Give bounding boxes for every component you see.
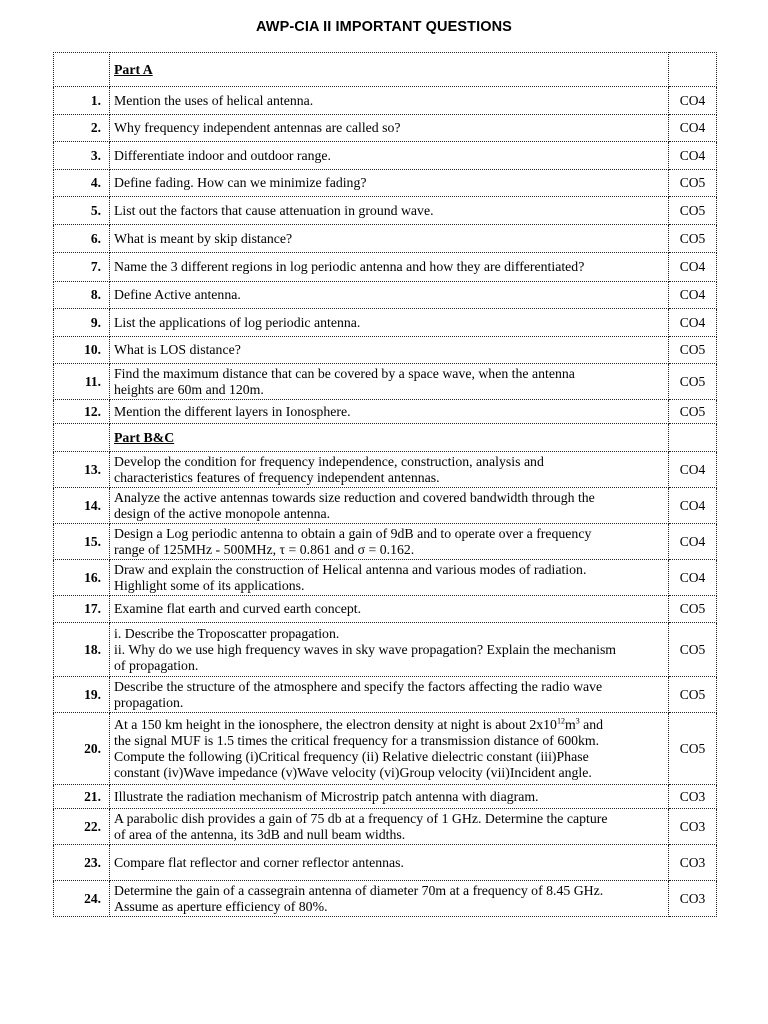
course-outcome: CO5 (669, 337, 717, 364)
question-number: 10. (54, 337, 110, 364)
course-outcome: CO4 (669, 452, 717, 488)
question-line: Highlight some of its applications. (114, 577, 305, 593)
question-text (110, 488, 669, 524)
question-text (110, 881, 669, 917)
question-text (110, 309, 669, 337)
question-number: 18. (54, 623, 110, 677)
course-outcome: CO5 (669, 677, 717, 713)
course-outcome: CO5 (669, 713, 717, 785)
question-text (110, 713, 669, 785)
question-text (110, 809, 669, 845)
question-row (54, 400, 717, 424)
course-outcome: CO4 (669, 87, 717, 115)
question-text (110, 452, 669, 488)
question-line: Assume as aperture efficiency of 80%. (114, 898, 328, 914)
question-text (110, 560, 669, 596)
question-text (110, 170, 669, 197)
question-line: of propagation. (114, 657, 199, 673)
question-line: heights are 60m and 120m. (114, 381, 264, 397)
course-outcome: CO3 (669, 845, 717, 881)
question-text (110, 596, 669, 623)
question-line: the signal MUF is 1.5 times the critical frequency for a transmission distance of 600km. (114, 732, 600, 748)
question-line: Define fading. How can we minimize fading? (114, 175, 367, 190)
question-number: 4. (54, 170, 110, 197)
question-line: Name the 3 different regions in log periodic antenna and how they are differentiated? (114, 259, 585, 274)
question-number: 7. (54, 253, 110, 282)
question-row (54, 197, 717, 225)
question-number: 15. (54, 524, 110, 560)
section-heading (110, 424, 669, 452)
question-line: range of 125MHz - 500MHz, τ = 0.861 and σ = 0.162. (114, 541, 415, 557)
question-number: 5. (54, 197, 110, 225)
course-outcome: CO4 (669, 142, 717, 170)
course-outcome: CO3 (669, 785, 717, 809)
question-line: Examine flat earth and curved earth concept. (114, 601, 362, 616)
course-outcome: CO4 (669, 560, 717, 596)
question-text (110, 225, 669, 253)
course-outcome: CO5 (669, 623, 717, 677)
course-outcome: CO5 (669, 197, 717, 225)
question-row (54, 309, 717, 337)
question-number: 16. (54, 560, 110, 596)
question-row (54, 623, 717, 677)
question-number: 3. (54, 142, 110, 170)
question-text (110, 197, 669, 225)
question-text (110, 364, 669, 400)
question-line: Develop the condition for frequency independence, construction, analysis and (114, 453, 544, 469)
section-heading (110, 53, 669, 87)
question-line: Find the maximum distance that can be covered by a space wave, when the antenna (114, 365, 575, 381)
question-line: constant (iv)Wave impedance (v)Wave velocity (vi)Group velocity (vii)Incident angle. (114, 764, 592, 780)
course-outcome: CO4 (669, 309, 717, 337)
question-number: 19. (54, 677, 110, 713)
document-title: AWP-CIA II IMPORTANT QUESTIONS (256, 19, 512, 35)
question-line: What is LOS distance? (114, 342, 241, 357)
question-number: 1. (54, 87, 110, 115)
question-text (110, 142, 669, 170)
question-row (54, 364, 717, 400)
question-line: Describe the structure of the atmosphere and specify the factors affecting the radio wave (114, 678, 603, 694)
question-line: Compute the following (i)Critical frequency (ii) Relative dielectric constant (iii)Phase (114, 748, 589, 764)
question-line: Differentiate indoor and outdoor range. (114, 147, 331, 163)
question-number: 2. (54, 115, 110, 142)
section-row (54, 424, 717, 452)
question-line: of area of the antenna, its 3dB and null beam widths. (114, 826, 406, 842)
question-row (54, 785, 717, 809)
question-line: What is meant by skip distance? (114, 230, 293, 246)
question-line: At a 150 km height in the ionosphere, the electron density at night is about $2x10^{12}m^3$ and (114, 715, 604, 732)
question-row (54, 677, 717, 713)
question-line: characteristics features of frequency independent antennas. (114, 469, 440, 485)
question-line: A parabolic dish provides a gain of 75 db at a frequency of 1 GHz. Determine the capture (114, 810, 608, 826)
question-number: 17. (54, 596, 110, 623)
question-row (54, 115, 717, 142)
question-row (54, 170, 717, 197)
question-row (54, 253, 717, 282)
question-number: 8. (54, 282, 110, 309)
question-line: List out the factors that cause attenuation in ground wave. (114, 202, 434, 218)
question-number: 21. (54, 785, 110, 809)
course-outcome: CO3 (669, 881, 717, 917)
question-number: 20. (54, 713, 110, 785)
course-outcome: CO4 (669, 488, 717, 524)
question-text (110, 677, 669, 713)
question-text (110, 524, 669, 560)
question-number: 6. (54, 225, 110, 253)
question-row (54, 845, 717, 881)
section-heading-text: Part A (114, 61, 153, 77)
course-outcome: CO4 (669, 115, 717, 142)
question-text (110, 845, 669, 881)
questions-table (53, 52, 717, 917)
course-outcome: CO5 (669, 596, 717, 623)
question-line: Compare flat reflector and corner reflector antennas. (114, 854, 404, 870)
question-row (54, 560, 717, 596)
question-text (110, 337, 669, 364)
course-outcome: CO5 (669, 364, 717, 400)
question-line: i. Describe the Troposcatter propagation. (114, 625, 340, 641)
question-line: Illustrate the radiation mechanism of Microstrip patch antenna with diagram. (114, 788, 539, 804)
question-row (54, 142, 717, 170)
question-row (54, 452, 717, 488)
question-text (110, 400, 669, 424)
question-line: ii. Why do we use high frequency waves in sky wave propagation? Explain the mechanism (114, 641, 617, 657)
question-row (54, 881, 717, 917)
course-outcome: CO5 (669, 225, 717, 253)
question-text (110, 253, 669, 282)
question-row (54, 225, 717, 253)
question-number: 14. (54, 488, 110, 524)
question-line: propagation. (114, 694, 184, 710)
course-outcome: CO4 (669, 282, 717, 309)
question-row (54, 809, 717, 845)
course-outcome: CO5 (669, 170, 717, 197)
question-number: 13. (54, 452, 110, 488)
question-row (54, 596, 717, 623)
question-number: 23. (54, 845, 110, 881)
question-line: Mention the uses of helical antenna. (114, 92, 314, 108)
course-outcome: CO4 (669, 253, 717, 282)
question-row (54, 488, 717, 524)
section-heading-text: Part B&C (114, 429, 175, 445)
question-row (54, 282, 717, 309)
question-text (110, 785, 669, 809)
question-line: Draw and explain the construction of Helical antenna and various modes of radiation. (114, 561, 587, 577)
question-row (54, 524, 717, 560)
question-row (54, 87, 717, 115)
question-row (54, 713, 717, 785)
question-number: 9. (54, 309, 110, 337)
section-row (54, 53, 717, 87)
question-line: Design a Log periodic antenna to obtain a gain of 9dB and to operate over a frequency (114, 525, 592, 541)
question-number: 11. (54, 364, 110, 400)
course-outcome: CO4 (669, 524, 717, 560)
question-line: Analyze the active antennas towards size reduction and covered bandwidth through the (114, 489, 595, 505)
question-line: Mention the different layers in Ionosphere. (114, 403, 351, 419)
question-text (110, 282, 669, 309)
course-outcome: CO3 (669, 809, 717, 845)
question-text (110, 115, 669, 142)
question-line: Why frequency independent antennas are called so? (114, 120, 401, 135)
question-number: 12. (54, 400, 110, 424)
course-outcome: CO5 (669, 400, 717, 424)
question-number: 24. (54, 881, 110, 917)
question-row (54, 337, 717, 364)
question-line: Determine the gain of a cassegrain antenna of diameter 70m at a frequency of 8.45 GHz. (114, 882, 604, 898)
question-number: 22. (54, 809, 110, 845)
question-text (110, 623, 669, 677)
question-line: List the applications of log periodic antenna. (114, 314, 361, 330)
question-text (110, 87, 669, 115)
question-line: design of the active monopole antenna. (114, 505, 331, 521)
question-line: Define Active antenna. (114, 287, 241, 302)
